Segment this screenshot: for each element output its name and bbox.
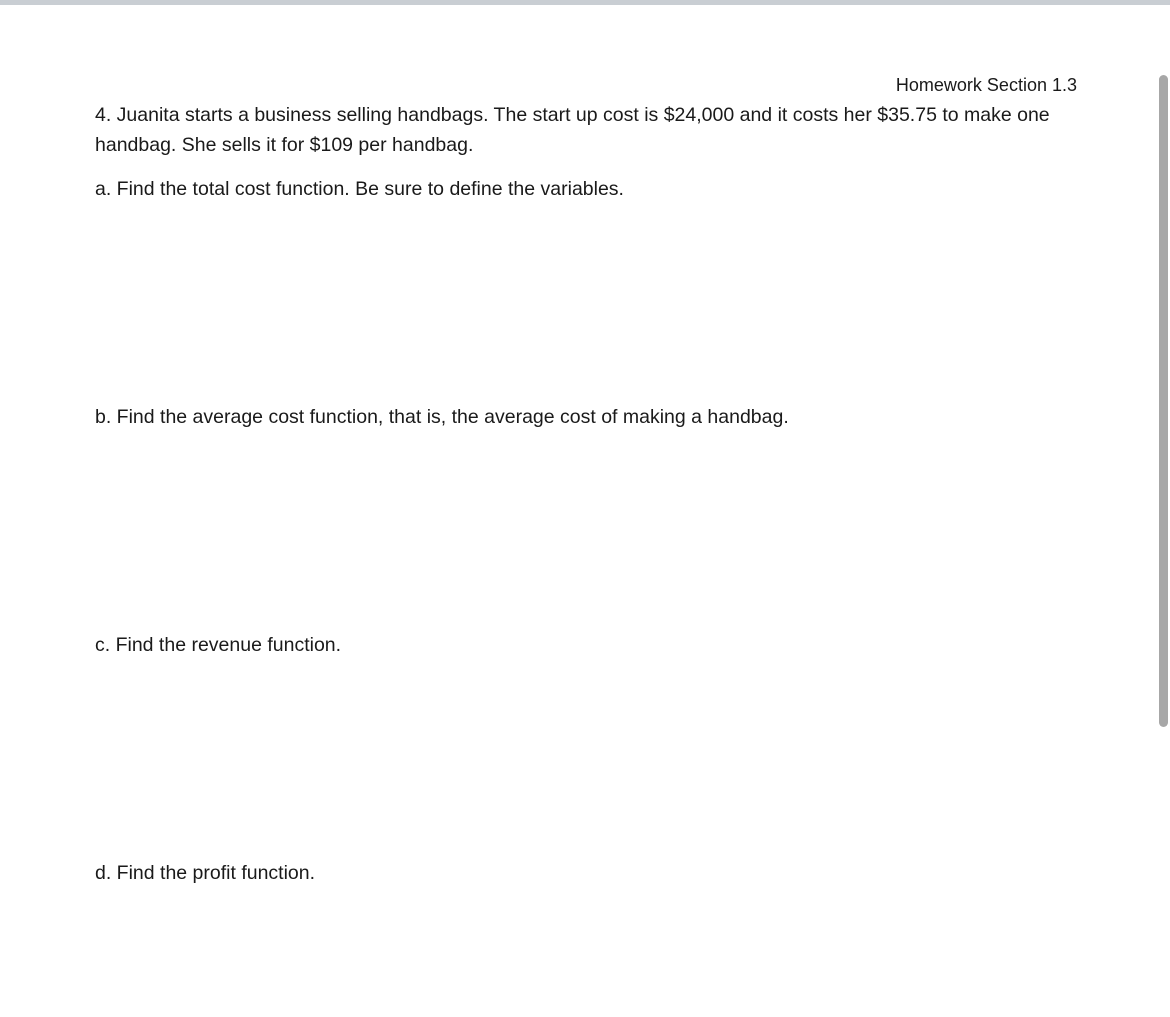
document-page (0, 5, 1150, 1017)
problem-statement: 4. Juanita starts a business selling handbags. The start up cost is $24,000 and it costs her $35.75 to make one handbag. She sells it for $109 per handbag. (95, 104, 1050, 156)
part-b-question: b. Find the average cost function, that is, the average cost of making a handbag. (95, 406, 789, 428)
scrollbar-thumb[interactable] (1159, 75, 1168, 727)
section-header: Homework Section 1.3 (895, 75, 1077, 95)
part-d-question: d. Find the profit function. (95, 862, 316, 884)
part-c-question: c. Find the revenue function. (95, 634, 342, 656)
part-a-question: a. Find the total cost function. Be sure to define the variables. (95, 178, 624, 200)
vertical-scrollbar[interactable] (1156, 5, 1170, 1017)
